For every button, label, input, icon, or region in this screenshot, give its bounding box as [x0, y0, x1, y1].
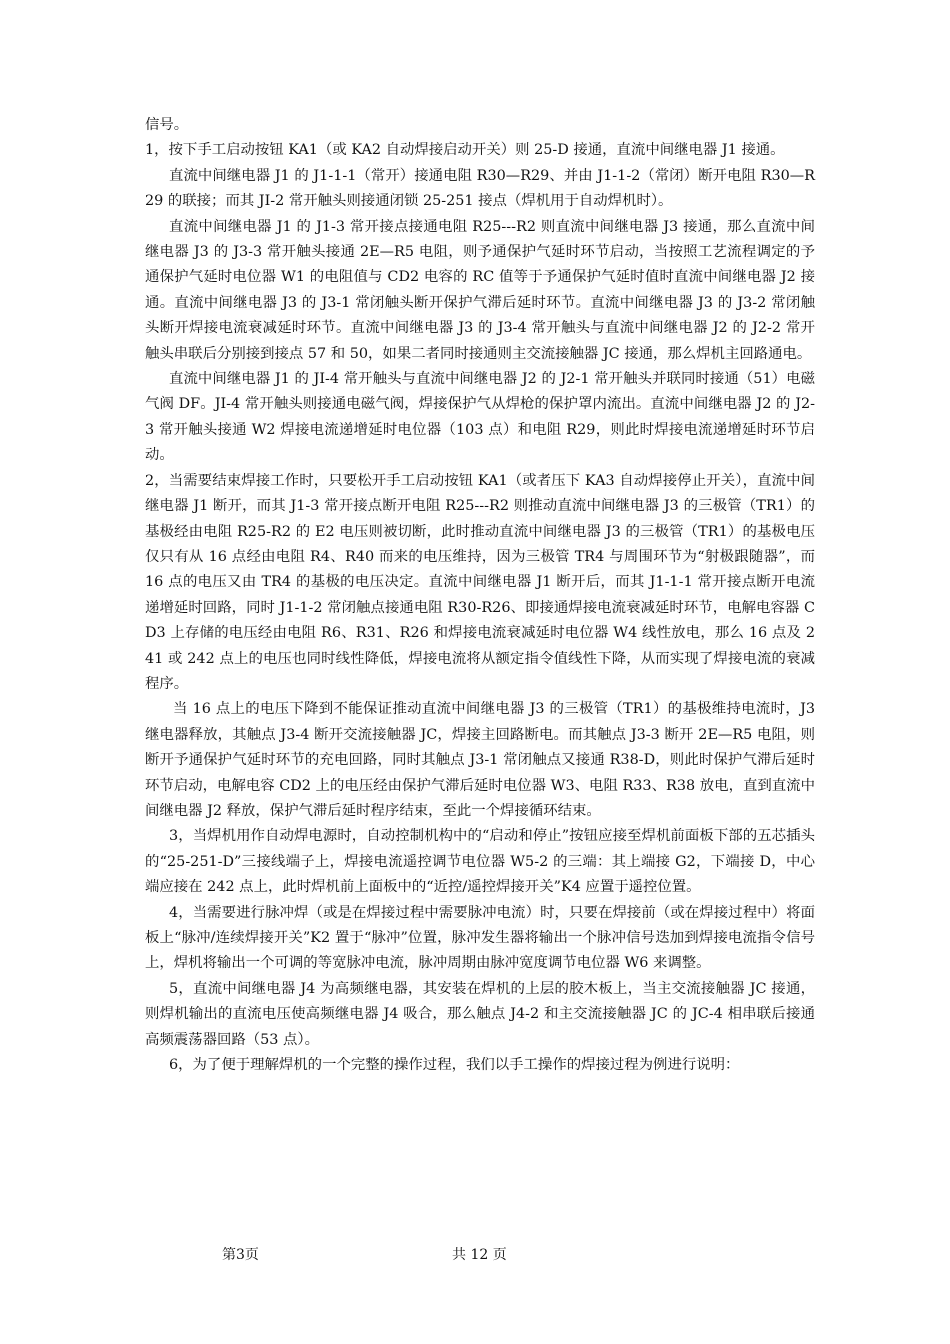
- paragraph-6: 当 16 点上的电压下降到不能保证推动直流中间继电器 J3 的三极管（TR1）的基极维持电流时，J3 继电器释放，其触点 J3-4 断开交流接触器 JC，焊接主回路断电。而其触点 J3-3 断开 2E—R5 电阻，则断开予通保护气延时环节的充电回路，同时其触点 J3-1 常闭触点又接通 R38-D，则此时保护气滞后延时环节启动，电解电容 CD2 上的电压经由保护气滞后延时电位器 W3、电阻 R33、R38 放电，直到直流中间继电器 J2 释放，保护气滞后延时程序结束，至此一个焊接循环结束。: [145, 701, 815, 819]
- paragraph-7: 3，当焊机用作自动焊电源时，自动控制机构中的“启动和停止”按钮应接至焊机前面板下部的五芯插头的“25-251-D”三接线端子上，焊接电流遥控调节电位器 W5-2 的三端：其上端接 G2，下端接 D，中心端应接在 242 点上，此时焊机前上面板中的“近控/遥控焊接开关”K4 应置于遥控位置。: [145, 828, 815, 896]
- paragraph-3: 直流中间继电器 J1 的 J1-3 常开接点接通电阻 R25---R2 则直流中间继电器 J3 接通，那么直流中间继电器 J3 的 J3-3 常开触头接通 2E—R5 电阻，则予通保护气延时环节启动，当按照工艺流程调定的予通保护气延时电位器 W1 的电阻值与 CD2 电容的 RC 值等于予通保护气延时值时直流中间继电器 J2 接通。直流中间继电器 J3 的 J3-1 常闭触头断开保护气滞后延时环节。直流中间继电器 J3 的 J3-2 常闭触头断开焊接电流衰减延时环节。直流中间继电器 J3 的 J3-4 常开触头与直流中间继电器 J2 的 J2-2 常开触头串联后分别接到接点 57 和 50，如果二者同时接通则主交流接触器 JC 接通，那么焊机主回路通电。: [145, 218, 815, 362]
- page-number: 第3页: [222, 1247, 259, 1263]
- paragraph-9: 5，直流中间继电器 J4 为高频继电器，其安装在焊机的上层的胶木板上，当主交流接触器 JC 接通，则焊机输出的直流电压使高频继电器 J4 吸合，那么触点 J4-2 和主交流接触器 JC 的 JC-4 相串联后接通高频震荡器回路（53 点）。: [145, 980, 815, 1048]
- paragraph-0: 信号。: [145, 117, 189, 133]
- paragraph-2: 直流中间继电器 J1 的 J1-1-1（常开）接通电阻 R30—R29、并由 J1-1-2（常闭）断开电阻 R30—R29 的联接；而其 JI-2 常开触头则接通闭锁 25-251 接点（焊机用于自动焊机时）。: [145, 167, 815, 210]
- paragraph-10: 6，为了便于理解焊机的一个完整的操作过程，我们以手工操作的焊接过程为例进行说明：: [169, 1057, 740, 1074]
- document-body: [145, 113, 815, 1078]
- paragraph-1: 1，按下手工启动按钮 KA1（或 KA2 自动焊接启动开关）则 25-D 接通，直流中间继电器 J1 接通。: [145, 142, 785, 159]
- page-total: 共 12 页: [452, 1247, 507, 1263]
- paragraph-8: 4，当需要进行脉冲焊（或是在焊接过程中需要脉冲电流）时，只要在焊接前（或在焊接过程中）将面板上“脉冲/连续焊接开关”K2 置于“脉冲”位置，脉冲发生器将输出一个脉冲信号迭加到焊接电流指令信号上，焊机将输出一个可调的等宽脉冲电流，脉冲周期由脉冲宽度调节电位器 W6 来调整。: [145, 904, 815, 972]
- paragraph-5: 2，当需要结束焊接工作时，只要松开手工启动按钮 KA1（或者压下 KA3 自动焊接停止开关），直流中间继电器 J1 断开，而其 J1-3 常开接点断开电阻 R25---R2 则推动直流中间继电器 J3 的三极管（TR1）的基极经由电阻 R25-R2 的 E2 电压则被切断，此时推动直流中间继电器 J3 的三极管（TR1）的基极电压仅只有从 16 点经由电阻 R4、R40 而来的电压维持，因为三极管 TR4 与周围环节为“射极跟随器”，而 16 点的电压又由 TR4 的基极的电压决定。直流中间继电器 J1 断开后，而其 J1-1-1 常开接点断开电流递增延时回路，同时 J1-1-2 常闭触点接通电阻 R30-R26、即接通焊接电流衰减延时环节，电解电容器 CD3 上存储的电压经由电阻 R6、R31、R26 和焊接电流衰减延时电位器 W4 线性放电，那么 16 点及 241 或 242 点上的电压也同时线性降低，焊接电流将从额定指令值线性下降，从而实现了焊接电流的衰减程序。: [145, 472, 815, 692]
- paragraph-4: 直流中间继电器 J1 的 JI-4 常开触头与直流中间继电器 J2 的 J2-1 常开触头并联同时接通（51）电磁气阀 DF。JI-4 常开触头则接通电磁气阀，焊接保护气从焊枪的保护罩内流出。直流中间继电器 J2 的 J2-3 常开触头接通 W2 焊接电流递增延时电位器（103 点）和电阻 R29，则此时焊接电流递增延时环节启动。: [145, 371, 815, 464]
